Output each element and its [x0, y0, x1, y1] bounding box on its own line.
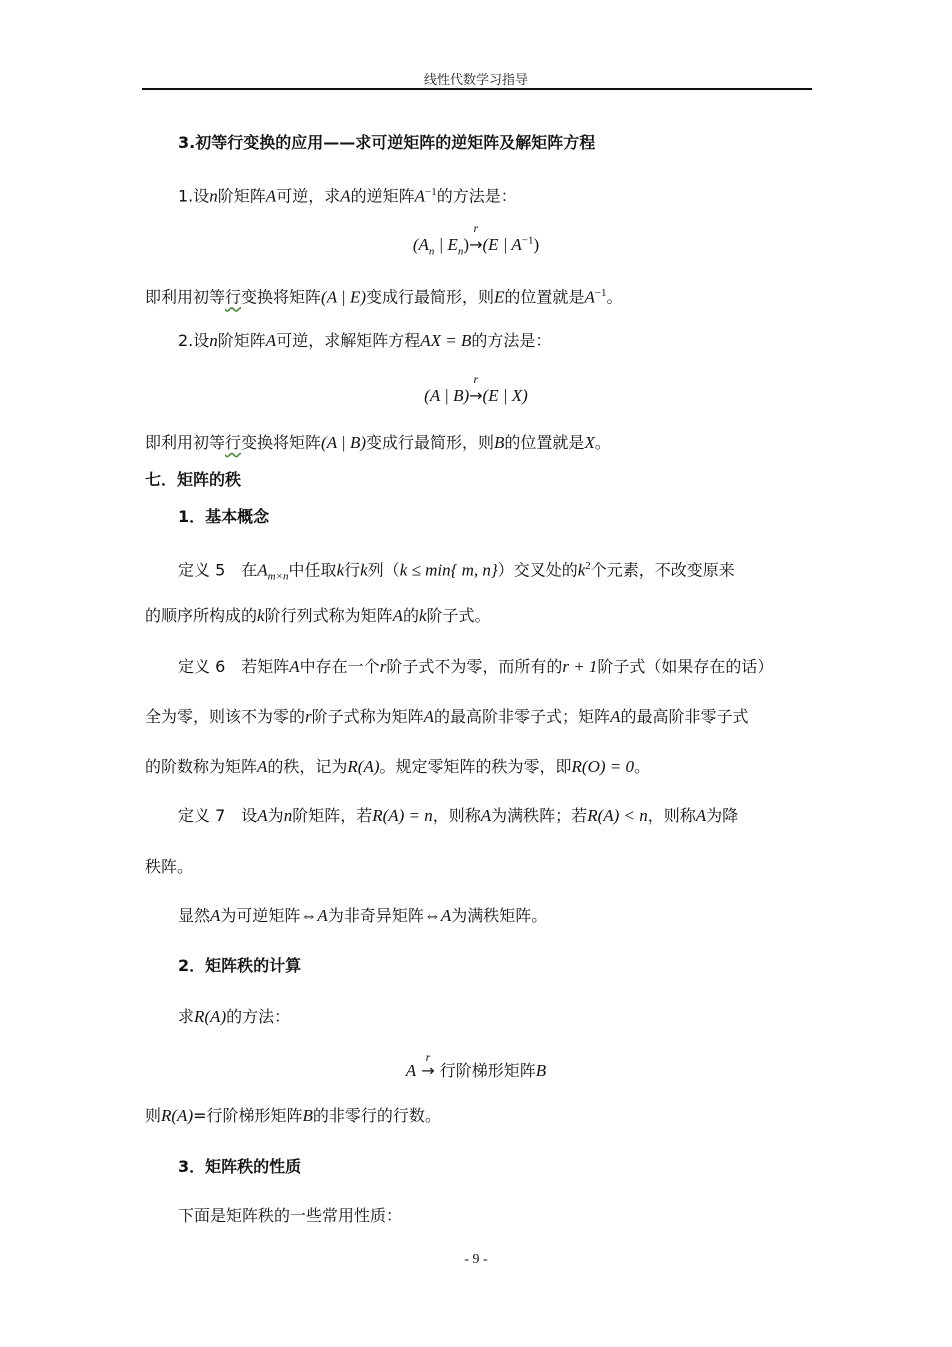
subsection-heading: 3．矩阵秩的性质 [178, 1157, 302, 1176]
page-number: - 9 - [464, 1252, 488, 1267]
definition-7-line1: 定义 7 设A为n阶矩阵，若R(A) = n，则称A为满秩阵；若R(A) < n，则称A为降 [178, 806, 739, 825]
subsection-heading: 1．基本概念 [178, 507, 270, 526]
equivalence-statement: 显然A为可逆矩阵⇔A为非奇异矩阵⇔A为满秩矩阵。 [178, 906, 548, 925]
subsection-heading: 2．矩阵秩的计算 [178, 956, 302, 975]
chapter-heading: 七．矩阵的秩 [145, 470, 242, 489]
paragraph-equation-method: 2.设n阶矩阵A可逆，求解矩阵方程AX = B的方法是： [178, 331, 552, 350]
formula-inverse: ($A_n$ | $E_n)\to$ r (E | $A^{-1}$) [412, 220, 540, 258]
spell-check-mark: 行 [225, 433, 242, 452]
rank-method-intro: 求R(A)的方法： [178, 1007, 291, 1026]
formula-rank: A → r 行阶梯形矩阵B [405, 1050, 547, 1080]
header-rule [142, 88, 812, 90]
paragraph-inverse-explain: 即利用初等行变换将矩阵(A | E)变成行最简形，则E的位置就是$A^{-1}$。 [145, 287, 623, 307]
definition-6-line1: 定义 6 若矩阵A中存在一个r阶子式不为零，而所有的r + 1阶子式（如果存在的话） [178, 657, 774, 676]
definition-5-line1: 定义 5 在$A_{m\times n}$中任取k行k列（k ≤ min{ m, n}）交叉处的$k^2$个元素，不改变原来 [178, 560, 735, 583]
rank-result: 则R(A)=行阶梯形矩阵B的非零行的行数。 [145, 1106, 441, 1125]
page-header: 线性代数学习指导 [423, 73, 528, 88]
row-transform-arrow: → r [469, 220, 483, 254]
row-transform-arrow: → r [421, 1050, 435, 1080]
row-transform-arrow: → r [469, 372, 483, 405]
definition-6-line2: 全为零，则该不为零的r阶子式称为矩阵A的最高阶非零子式；矩阵A的最高阶非零子式 [145, 707, 749, 726]
paragraph-inverse-method: 1.设n阶矩阵A可逆，求A的逆矩阵$A^{-1}$的方法是： [178, 186, 517, 206]
section-heading: 3.初等行变换的应用——求可逆矩阵的逆矩阵及解矩阵方程 [178, 133, 596, 152]
formula-equation: (A | B)→ r (E | X) [424, 372, 528, 405]
properties-intro: 下面是矩阵秩的一些常用性质： [178, 1206, 403, 1225]
spell-check-mark: 行 [225, 287, 242, 307]
definition-6-line3: 的阶数称为矩阵A的秩，记为R(A)。规定零矩阵的秩为零，即R(O) = 0。 [145, 757, 651, 776]
definition-7-line2: 秩阵。 [145, 857, 194, 876]
paragraph-equation-explain: 即利用初等行变换将矩阵(A | B)变成行最简形，则B的位置就是X。 [145, 433, 611, 452]
definition-5-line2: 的顺序所构成的k阶行列式称为矩阵A的k阶子式。 [145, 606, 491, 625]
